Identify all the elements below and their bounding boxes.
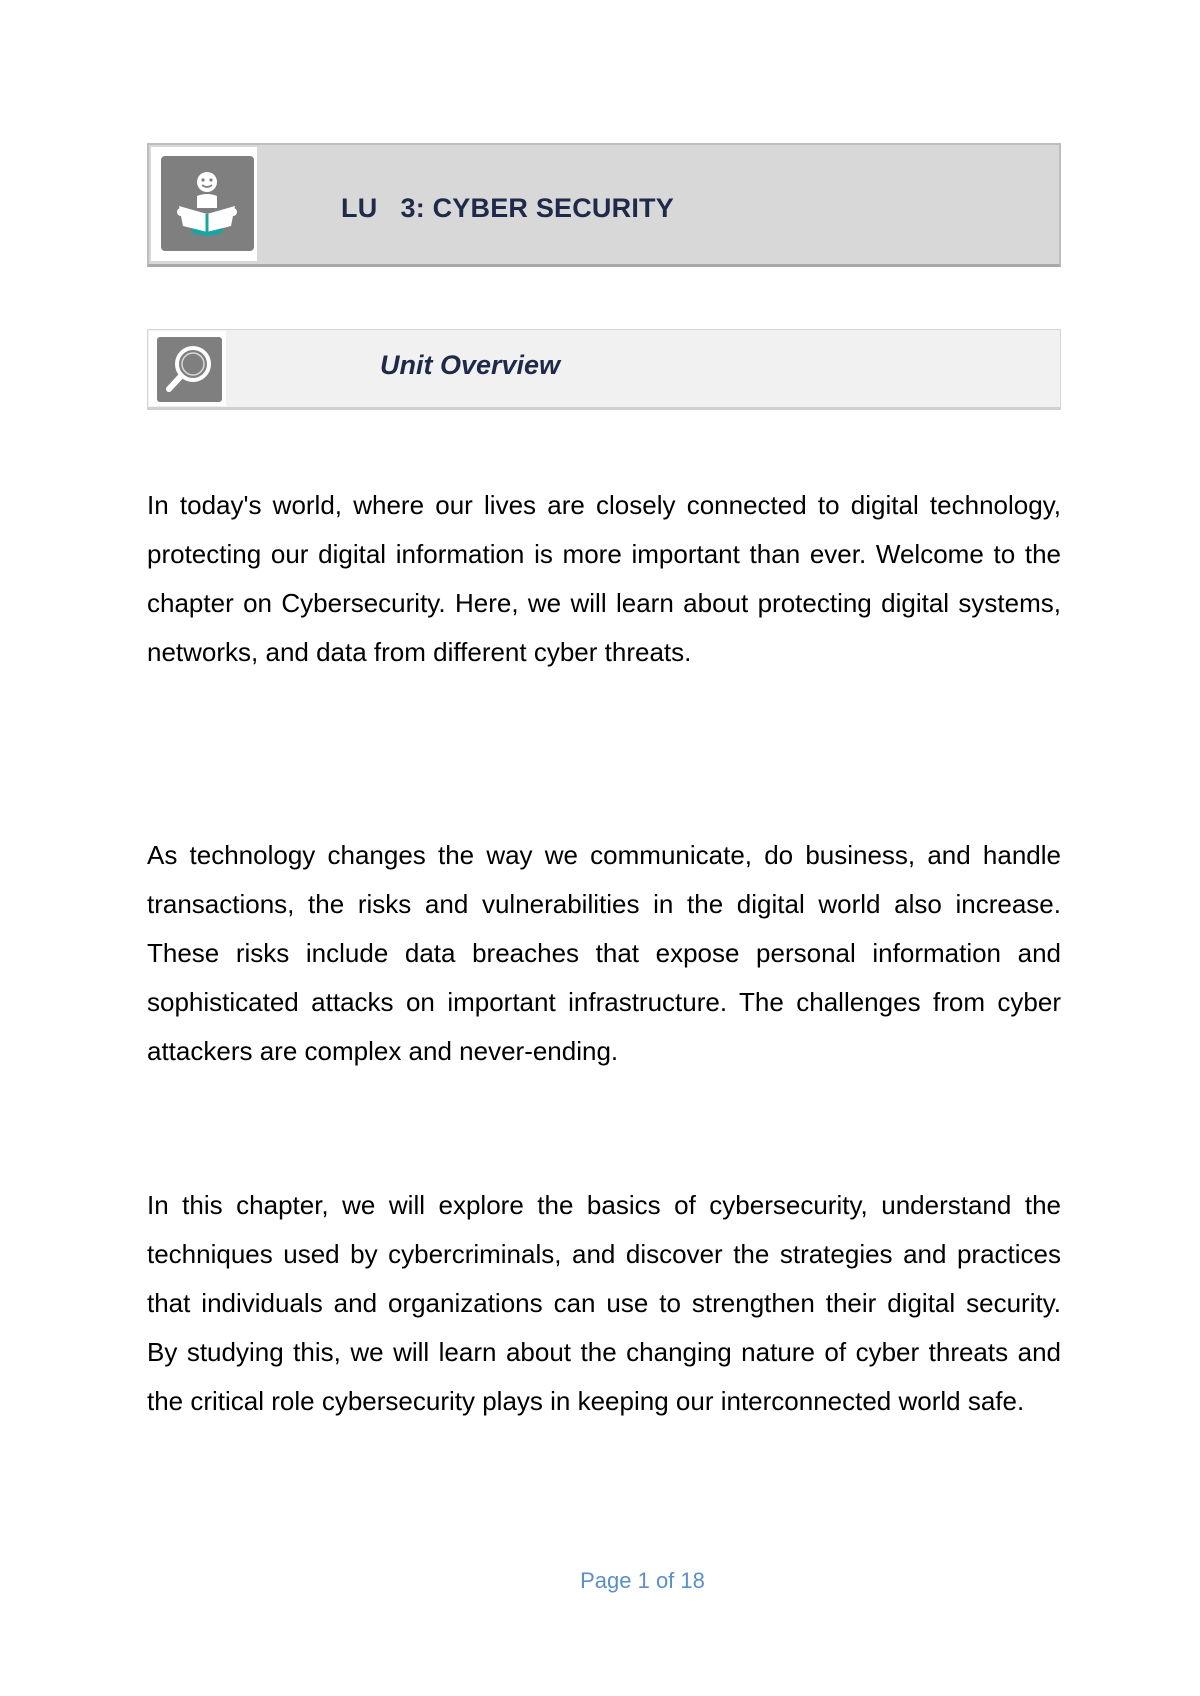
reader-icon — [161, 156, 254, 251]
body-paragraph: As technology changes the way we communicate, do business, and handle transactions, the risks and vulnerabilities in the digital world also increase. These risks include data breaches that expose personal information and sophisticated attacks on important infrastructure. The challenges from cyber attackers are complex and never-ending. — [147, 840, 1061, 1066]
body-paragraph: In this chapter, we will explore the basics of cybersecurity, understand the techniques used by cybercriminals, and discover the strategies and practices that individuals and organizations can use to strengthen their digital security. By studying this, we will learn about the changing nature of cyber threats and the critical role cybersecurity plays in keeping our interconnected world safe. — [147, 1190, 1061, 1416]
reader-icon-frame — [151, 147, 257, 261]
unit-title: LU 3: CYBER SECURITY — [341, 193, 674, 223]
page-number: Page 1 of 18 — [580, 1568, 705, 1593]
magnifier-icon — [157, 337, 222, 402]
magnifier-icon-frame — [149, 331, 226, 406]
unit-title-banner — [147, 143, 1061, 267]
page-footer — [0, 1568, 1200, 1594]
body-paragraph: In today's world, where our lives are closely connected to digital technology, protecting our digital information is more important than ever. Welcome to the chapter on Cybersecurity. Here, we will learn about protecting digital systems, networks, and data from different cyber threats. — [147, 490, 1061, 667]
unit-overview-banner — [147, 329, 1061, 410]
section-title: Unit Overview — [380, 350, 561, 380]
